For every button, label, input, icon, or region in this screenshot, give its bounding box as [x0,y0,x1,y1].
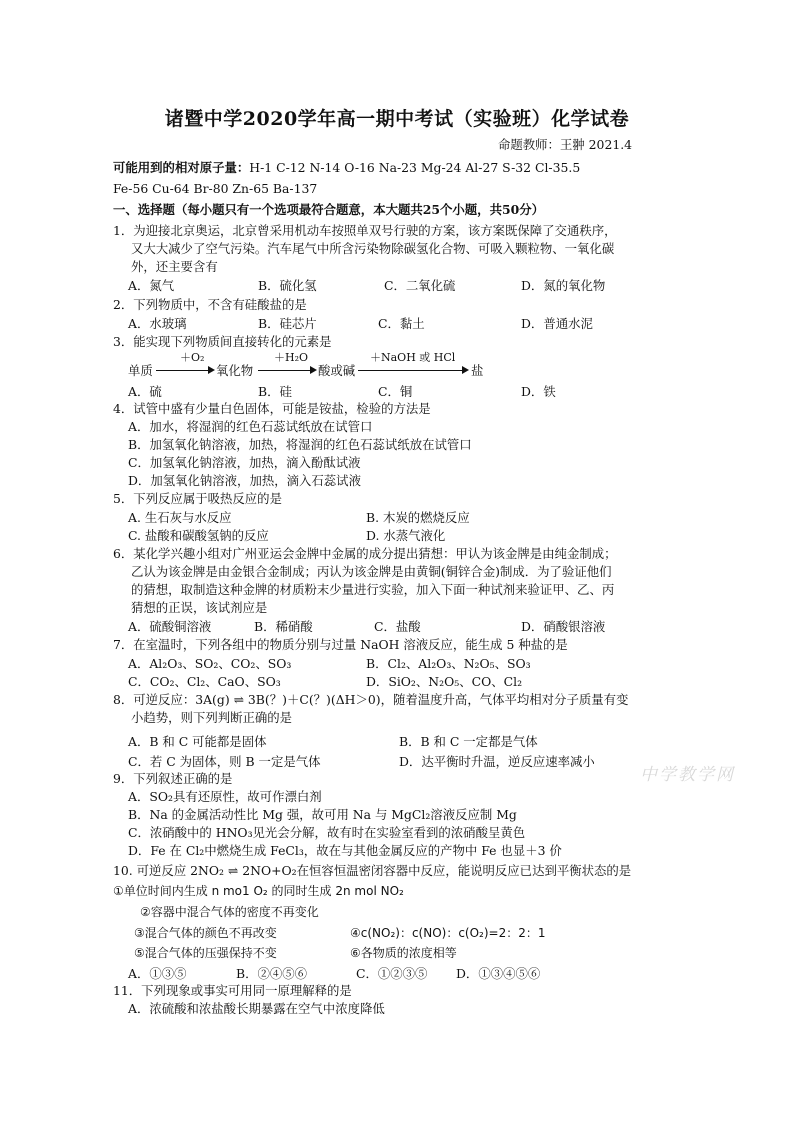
q9-stem: 9．下列叙述正确的是 [113,771,233,786]
chain-node-salt: 盐 [471,363,484,378]
q4-stem: 4．试管中盛有少量白色固体，可能是铵盐，检验的方法是 [113,401,431,416]
q6-option-c: C．盐酸 [374,619,421,634]
q8-option-b: B．B 和 C 一定都是气体 [399,734,538,749]
q10-statement-4: ④c(NO₂)：c(NO)：c(O₂)=2：2：1 [350,926,546,940]
q10-option-d: D．①③④⑤⑥ [456,966,541,981]
q4-option-c: C．加氢氧化钠溶液，加热，滴入酚酞试液 [128,455,361,470]
q6-option-a: A．硫酸铜溶液 [128,619,212,634]
chain-condition-3: ＋NaOH 或 HCl [370,351,456,364]
q9-option-d: D．Fe 在 Cl₂中燃烧生成 FeCl₃，故在与其他金属反应的产物中 Fe 也显＋3 价 [128,843,562,858]
q1-stem-3: 外，还主要含有 [131,259,218,274]
q10-statement-3: ③混合气体的颜色不再改变 [134,926,277,940]
q2-option-b: B．硅芯片 [258,316,317,331]
q1-stem-2: 又大大减少了空气污染。汽车尾气中所含污染物除碳氢化合物、可吸入颗粒物、一氧化碳 [131,241,615,256]
q4-option-d: D．加氢氧化钠溶液，加热，滴入石蕊试液 [128,473,361,488]
chain-arrow-1 [156,370,208,371]
q8-option-c: C．若 C 为固体，则 B 一定是气体 [128,754,321,769]
chain-arrow-2 [258,370,310,371]
q8-stem-1: 8．可逆反应：3A(g) ⇌ 3B(？)＋C(？)(ΔH＞0)，随着温度升高，气体平均相对分子质量有变 [113,692,629,707]
chain-arrowhead-2 [310,366,317,374]
q7-option-b: B．Cl₂、Al₂O₃、N₂O₅、SO₃ [366,656,531,671]
q2-stem: 2．下列物质中，不含有硅酸盐的是 [113,297,307,312]
q3-option-b: B．硅 [258,384,292,399]
q10-statement-2: ②容器中混合气体的密度不再变化 [140,905,319,919]
q5-option-c: C. 盐酸和碳酸氢钠的反应 [128,528,269,543]
q5-stem: 5．下列反应属于吸热反应的是 [113,491,282,506]
chain-node-oxide: 氧化物 [216,363,254,378]
q6-stem-3: 的猜想，取制造这种金牌的材质粉末少量进行实验，加入下面一种试剂来验证甲、乙、丙 [131,582,615,597]
q4-option-b: B．加氢氧化钠溶液，加热，将湿润的红色石蕊试纸放在试管口 [128,437,472,452]
chain-condition-2: ＋H₂O [274,351,309,364]
q6-option-b: B．稀硝酸 [254,619,313,634]
q4-option-a: A．加水，将湿润的红色石蕊试纸放在试管口 [128,419,373,434]
q7-stem: 7．在室温时，下列各组中的物质分别与过量 NaOH 溶液反应，能生成 5 种盐的是 [113,637,568,652]
q7-option-c: C．CO₂、Cl₂、CaO、SO₃ [128,674,281,689]
q7-option-d: D．SiO₂、N₂O₅、CO、Cl₂ [366,674,523,689]
q8-option-a: A．B 和 C 可能都是固体 [128,734,267,749]
q2-option-c: C．黏土 [378,316,425,331]
q1-option-a: A．氮气 [128,278,175,293]
chain-arrowhead-3 [462,366,469,374]
q6-option-d: D．硝酸银溶液 [521,619,606,634]
section-heading: 一、选择题（每小题只有一个选项最符合题意，本大题共25个小题，共50分） [113,202,544,217]
q10-option-c: C．①②③⑤ [356,966,428,981]
q1-option-b: B．硫化氢 [258,278,317,293]
q5-option-a: A. 生石灰与水反应 [128,510,232,525]
page-title: 诸暨中学2020学年高一期中考试（实验班）化学试卷 [164,108,630,130]
watermark: 中学教学网 [640,765,735,785]
author-line: 命题教师：王翀 2021.4 [498,137,633,152]
q5-option-b: B. 木炭的燃烧反应 [366,510,470,525]
q10-option-b: B．②④⑤⑥ [236,966,308,981]
q10-option-a: A．①③⑤ [128,966,187,981]
q8-option-d: D．达平衡时升温，逆反应速率减小 [399,754,595,769]
chain-node-element: 单质 [128,363,153,378]
q9-option-a: A．SO₂具有还原性，故可作漂白剂 [128,789,322,804]
q1-option-c: C．二氧化硫 [384,278,456,293]
chain-arrowhead-1 [208,366,215,374]
q11-stem: 11．下列现象或事实可用同一原理解释的是 [113,983,352,998]
q9-option-c: C．浓硝酸中的 HNO₃见光会分解，故有时在实验室看到的浓硝酸呈黄色 [128,825,526,840]
atomic-mass-values-1: H-1 C-12 N-14 O-16 Na-23 Mg-24 Al-27 S-32 Cl-35.5 [249,160,581,175]
chain-condition-1: ＋O₂ [180,351,205,364]
q3-stem: 3．能实现下列物质间直接转化的元素是 [113,334,332,349]
q10-statement-1: ①单位时间内生成 n mo1 O₂ 的同时生成 2n mol NO₂ [113,884,404,898]
atomic-mass-label: 可能用到的相对原子量： [113,160,250,175]
q2-option-a: A．水玻璃 [128,316,187,331]
q10-statement-6: ⑥各物质的浓度相等 [350,946,457,960]
q3-option-d: D．铁 [521,384,556,399]
chain-node-acid-base: 酸或碱 [318,363,356,378]
atomic-mass-line-1 [113,159,580,176]
q10-stem: 10. 可逆反应 2NO₂ ⇌ 2NO+O₂在恒容恒温密闭容器中反应，能说明反应已达到平衡状态的是 [113,863,632,878]
q6-stem-4: 猜想的正误，该试剂应是 [131,600,268,615]
q3-option-a: A．硫 [128,384,162,399]
conversion-chain [128,349,548,381]
q8-stem-2: 小趋势，则下列判断正确的是 [131,710,293,725]
q1-stem-1: 1．为迎接北京奥运，北京曾采用机动车按照单双号行驶的方案，该方案既保障了交通秩序， [113,223,617,238]
q1-option-d: D．氮的氧化物 [521,278,606,293]
atomic-mass-line-2: Fe-56 Cu-64 Br-80 Zn-65 Ba-137 [113,181,318,196]
q9-option-b: B．Na 的金属活动性比 Mg 强，故可用 Na 与 MgCl₂溶液反应制 Mg [128,807,517,822]
q2-option-d: D．普通水泥 [521,316,593,331]
q11-option-a: A．浓硫酸和浓盐酸长期暴露在空气中浓度降低 [128,1001,385,1016]
q10-statement-5: ⑤混合气体的压强保持不变 [134,946,277,960]
chain-arrow-3 [358,370,462,371]
q6-stem-1: 6．某化学兴趣小组对广州亚运会金牌中金属的成分提出猜想：甲认为该金牌是由纯金制成； [113,546,617,561]
q3-option-c: C．铜 [378,384,413,399]
q5-option-d: D. 水蒸气液化 [366,528,446,543]
q7-option-a: A．Al₂O₃、SO₂、CO₂、SO₃ [128,656,292,671]
q6-stem-2: 乙认为该金牌是由金银合金制成；丙认为该金牌是由黄铜(铜锌合金)制成．为了验证他们 [131,564,612,579]
